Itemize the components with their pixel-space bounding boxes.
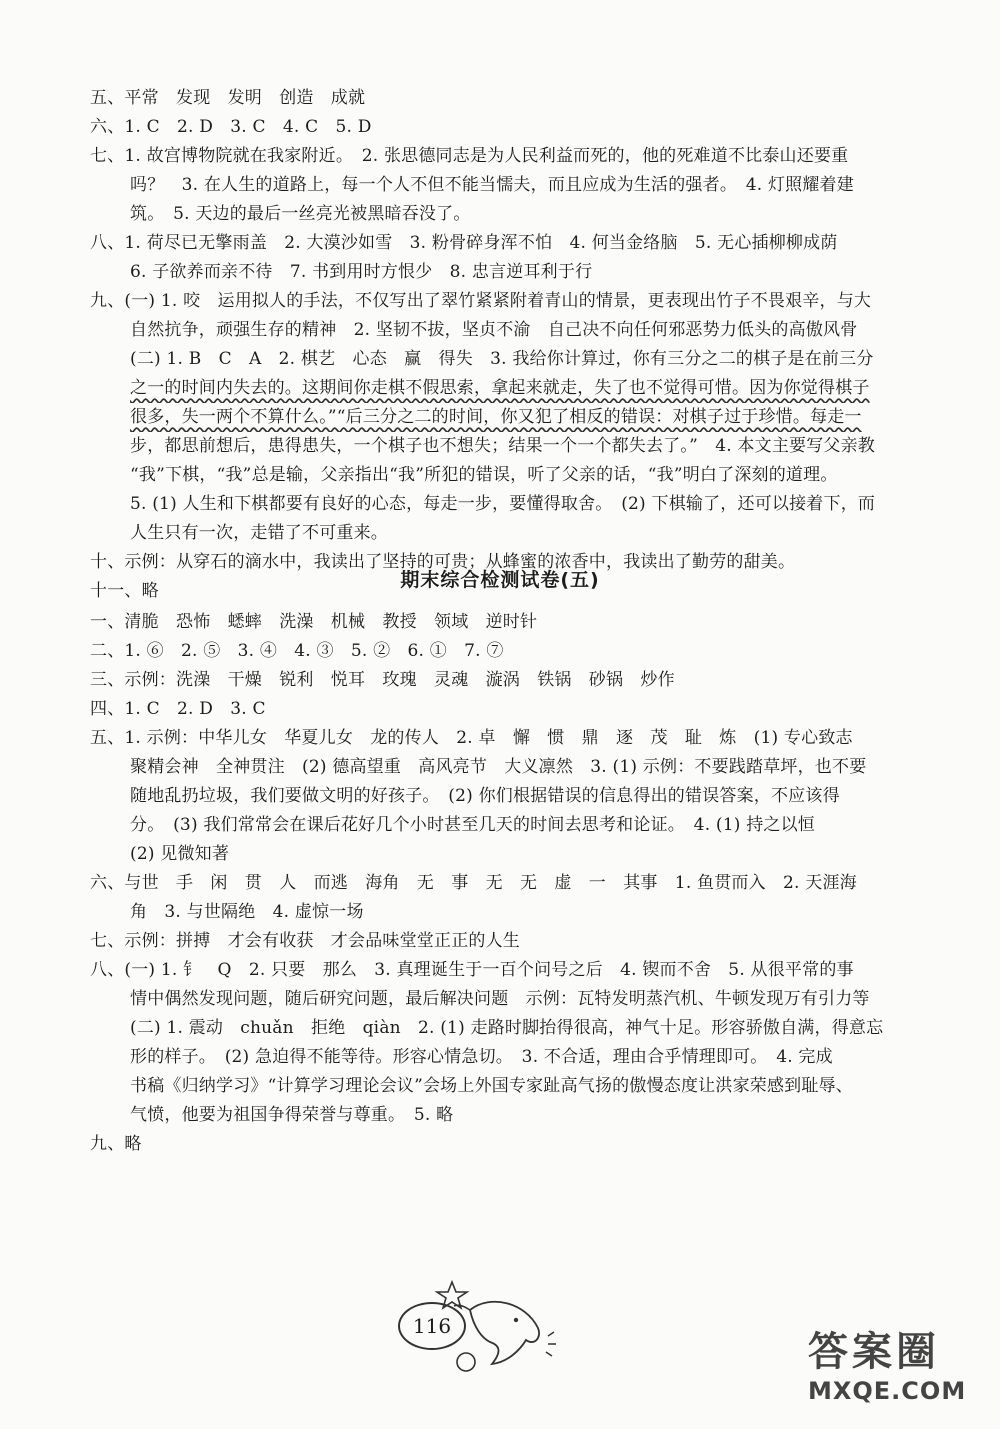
answer-line-underlined: 很多，失一两个不算什么。”“后三分之二的时间，你又犯了相反的错误：对棋子过于珍惜。每走一 [130, 407, 862, 427]
answer-line: 八、1. 荷尽已无擎雨盖 2. 大漠沙如雪 3. 粉骨碎身浑不怕 4. 何当金络脑 5. 无心插柳柳成荫 [90, 233, 838, 253]
answer-line: (2) 见微知著 [130, 844, 230, 864]
answer-line: “我”下棋，“我”总是输，父亲指出“我”所犯的错误，听了父亲的话，“我”明白了深刻的道理。 [130, 465, 838, 485]
answer-line: 吗？ 3. 在人生的道路上，每一个人不但不能当懦夫，而且应成为生活的强者。 4. 灯照耀着建 [130, 175, 854, 195]
answer-line: 六、1. C 2. D 3. C 4. C 5. D [90, 117, 372, 137]
answer-block-part1 [90, 84, 920, 606]
answer-line: 十、示例：从穿石的滴水中，我读出了坚持的可贵；从蜂蜜的浓香中，我读出了勤劳的甜美。 [90, 552, 796, 572]
answer-line: 八、(一) 1. 钅 Q 2. 只要 那么 3. 真理诞生于一百个问号之后 4. 锲而不舍 5. 从很平常的事 [90, 960, 854, 980]
answer-line: 情中偶然发现问题，随后研究问题，最后解决问题 示例：瓦特发明蒸汽机、牛顿发现万有引力等 [130, 989, 870, 1009]
answer-line: 气愤，他要为祖国争得荣誉与尊重。 5. 略 [130, 1105, 454, 1125]
answer-line: 人生只有一次，走错了不可重来。 [130, 523, 388, 543]
watermark-top-text: 答案圈 [808, 1329, 940, 1375]
answer-line: 筑。 5. 天边的最后一丝亮光被黑暗吞没了。 [130, 204, 471, 224]
answer-line: 二、1. ⑥ 2. ⑤ 3. ④ 4. ③ 5. ② 6. ① 7. ⑦ [90, 641, 504, 661]
answer-line: 九、(一) 1. 咬 运用拟人的手法，不仅写出了翠竹紧紧附着青山的情景，更表现出竹子不畏艰辛，与大 [90, 291, 872, 311]
answer-line: 5. (1) 人生和下棋都要有良好的心态，每走一步，要懂得取舍。 (2) 下棋输了，还可以接着下，而 [130, 494, 876, 514]
answer-line: 一、清脆 恐怖 蟋蟀 洗澡 机械 教授 领域 逆时针 [90, 612, 538, 632]
answer-block-part2 [90, 608, 920, 1159]
answer-line: 九、略 [90, 1134, 142, 1154]
answer-line: 五、平常 发现 发明 创造 成就 [90, 88, 366, 108]
answer-line: 6. 子欲养而亲不待 7. 书到用时方恨少 8. 忠言逆耳利于行 [130, 262, 593, 282]
answer-line-underlined: 步，都思前想后，患得患失，一个棋子也不想失；结果一个一个都失去了。” 4. 本文主要写父亲教 [130, 436, 876, 456]
answer-line: (二) 1. B C A 2. 棋艺 心态 赢 得失 3. 我给你计算过，你有三分之二的棋子是在前三分 [130, 349, 874, 369]
answer-line: 五、1. 示例：中华儿女 华夏儿女 龙的传人 2. 卓 懈 惯 鼎 逐 茂 耻 炼 (1) 专心致志 [90, 728, 853, 748]
answer-line: 十一、略 [90, 581, 159, 601]
answer-line: 自然抗争，顽强生存的精神 2. 坚韧不拔，坚贞不渝 自己决不向任何邪恶势力低头的高傲风骨 [130, 320, 858, 340]
answer-line: 角 3. 与世隔绝 4. 虚惊一场 [130, 902, 364, 922]
answer-line: 书稿《归纳学习》“计算学习理论会议”会场上外国专家趾高气扬的傲慢态度让洪家荣感到耻辱、 [130, 1076, 853, 1096]
answer-line: 聚精会神 全神贯注 (2) 德高望重 高风亮节 大义凛然 3. (1) 示例：不要践踏草坪，也不要 [130, 757, 867, 777]
answer-line: 七、1. 故宫博物院就在我家附近。 2. 张思德同志是为人民利益而死的，他的死难道不比泰山还要重 [90, 146, 849, 166]
answer-line: 形的样子。 (2) 急迫得不能等待。形容心情急切。 3. 不合适，理由合乎情理即可。 4. 完成 [130, 1047, 833, 1067]
answer-line: 六、与世 手 闲 贯 人 而逃 海角 无 事 无 无 虚 一 其事 1. 鱼贯而入 2. 天涯海 [90, 873, 857, 893]
section-title: 期末综合检测试卷(五) [400, 569, 600, 591]
watermark-logo [808, 1320, 998, 1425]
watermark-bottom-text: MXQE.COM [808, 1377, 967, 1405]
answer-line: 分。 (3) 我们常常会在课后花好几个小时甚至几天的时间去思考和论证。 4. (1) 持之以恒 [130, 815, 815, 835]
answer-line: 四、1. C 2. D 3. C [90, 699, 266, 719]
page-number: 116 [398, 1302, 466, 1350]
answer-line: (二) 1. 震动 chuǎn 拒绝 qiàn 2. (1) 走路时脚抬得很高，神气十足。形容骄傲自满，得意忘 [130, 1018, 884, 1038]
answer-line: 随地乱扔垃圾，我们要做文明的好孩子。 (2) 你们根据错误的信息得出的错误答案，不应该得 [130, 786, 840, 806]
answer-line: 七、示例：拼搏 才会有收获 才会品味堂堂正正的人生 [90, 931, 520, 951]
answer-line-underlined: 之一的时间内失去的。这期间你走棋不假思索，拿起来就走，失了也不觉得可惜。因为你觉得棋子 [130, 378, 870, 398]
answer-line: 三、示例：洗澡 干燥 锐利 悦耳 玫瑰 灵魂 漩涡 铁锅 砂锅 炒作 [90, 670, 675, 690]
